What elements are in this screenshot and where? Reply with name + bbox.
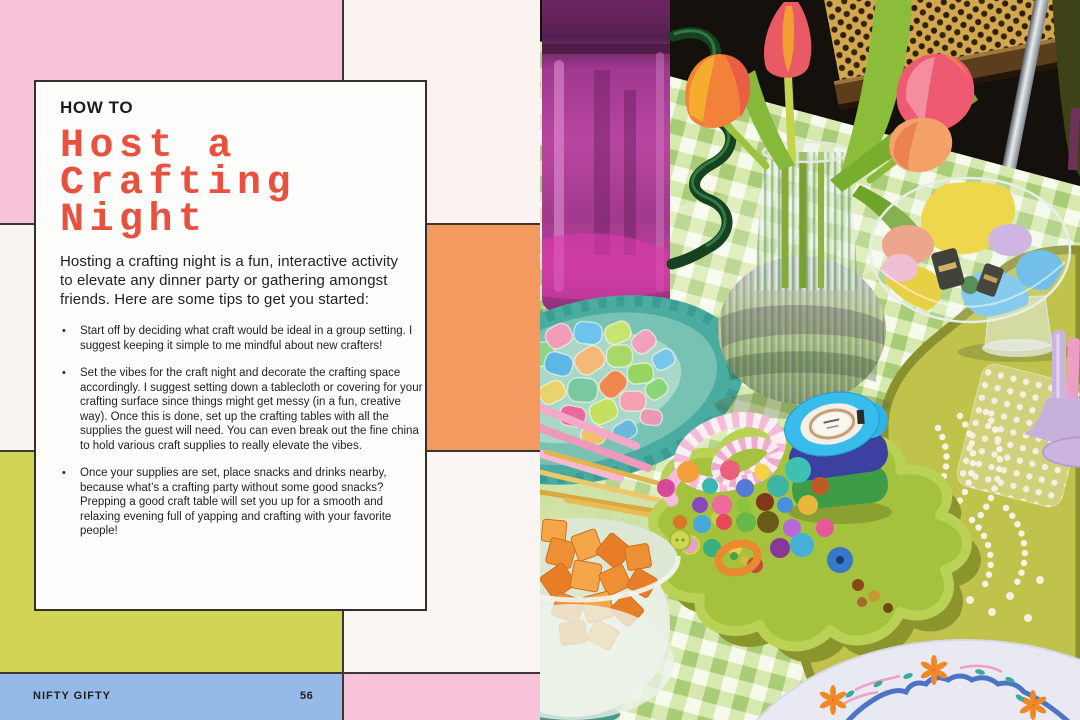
card-bullet-list [60, 324, 423, 539]
cracker-bowl [540, 518, 678, 720]
footer-page-number: 56 [300, 690, 314, 702]
tile-pink-footer-right [343, 673, 540, 720]
bullet-item-2: • Set the vibes for the craft night and decorate the crafting space accordingly. I suggest setting down a tablecloth or covering for your crafting surface since things might get messy (in a fun, creative way). Once this is done, set up the crafting tables with all the supplies the guest will need. You can even break out the fine china to hold various craft supplies to really elevate the vibes. [60, 366, 424, 453]
footer-book-title: NIFTY GIFTY [33, 690, 112, 702]
craft-table-photo [540, 0, 1080, 720]
card-title [60, 124, 403, 243]
card-title-line-3: Night [60, 198, 208, 243]
card-title-line-1: Host a [60, 124, 238, 169]
card-kicker: HOW TO [60, 98, 134, 117]
grid-line-h3 [0, 672, 540, 674]
card-intro: Hosting a crafting night is a fun, interactive activity to elevate any dinner party or gathering amongst friends. Here are some tips to get you started: [60, 253, 399, 308]
bullet-item-1: • Start off by deciding what craft would be ideal in a group setting. I suggest keeping it simple to me mindful about new crafters! [60, 324, 424, 353]
bullet-item-3: • Once your supplies are set, place snacks and drinks nearby, because what’s a crafting party without some good snacks? Prepping a good craft table will set you up for a smooth and relaxing evening full of yapping and crafting with your favorite people! [60, 466, 424, 539]
card-title-line-2: Crafting [60, 161, 297, 206]
how-to-card [34, 80, 427, 611]
